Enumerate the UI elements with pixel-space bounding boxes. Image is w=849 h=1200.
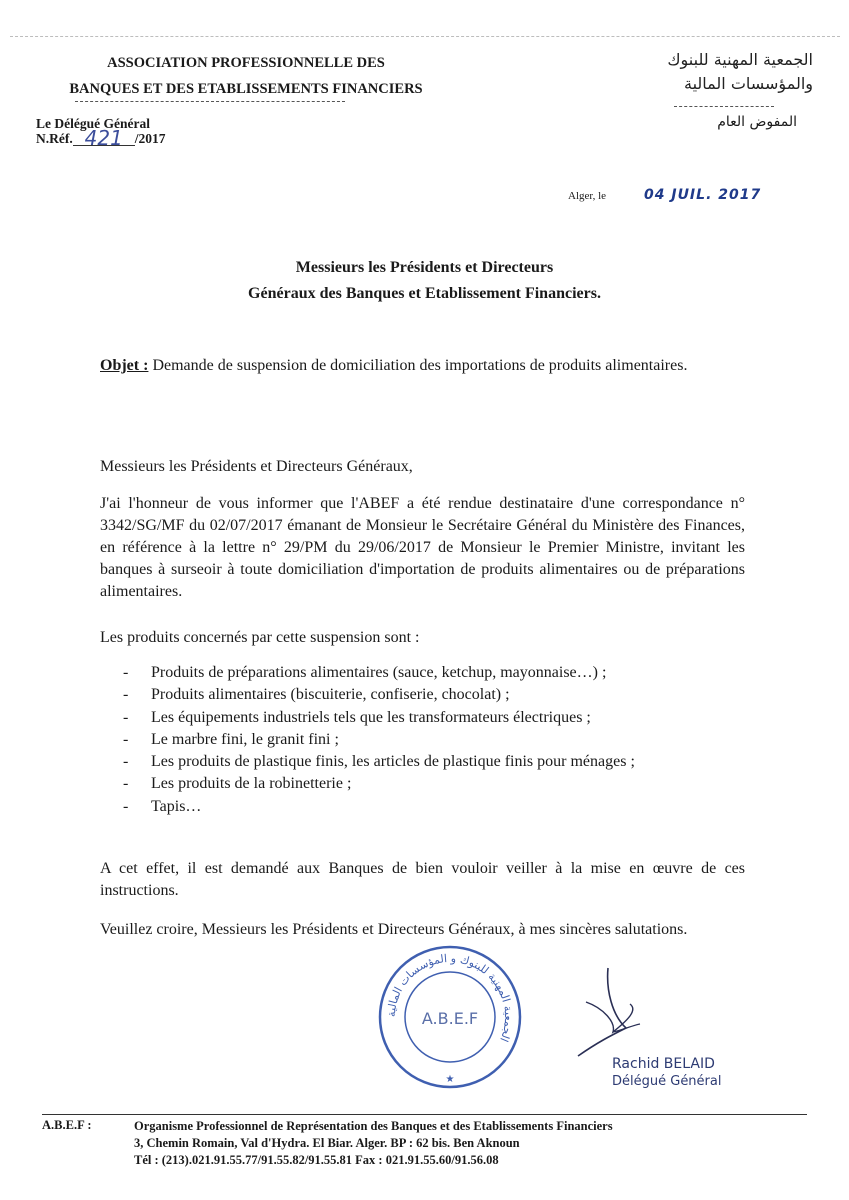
signatory-name: Rachid BELAID	[612, 1056, 715, 1072]
header-divider-ar	[674, 106, 774, 107]
list-intro: Les produits concernés par cette suspension sont :	[100, 629, 420, 646]
footer-line1: Organisme Professionnel de Représentation des Banques et des Etablissements Financiers	[134, 1119, 613, 1133]
salutation: Messieurs les Présidents et Directeurs Généraux,	[100, 458, 413, 475]
subject	[100, 355, 745, 377]
abef-stamp	[377, 944, 523, 1090]
signatory-title: Délégué Général	[612, 1074, 722, 1089]
sender-title: Le Délégué Général	[36, 116, 150, 131]
product-list	[123, 662, 743, 818]
addressee	[100, 255, 749, 307]
date-stamp: 04 JUIL. 2017	[644, 187, 762, 203]
organization-name-fr	[36, 50, 456, 102]
handwritten-signature	[568, 960, 748, 1060]
list-item: - Les produits de la robinetterie ;	[123, 773, 743, 795]
ref-number-handwritten: 421	[73, 131, 135, 146]
organization-name-ar	[553, 48, 813, 96]
reference-line	[36, 126, 166, 150]
scan-top-rule	[10, 36, 840, 37]
org-fr-line2: BANQUES ET DES ETABLISSEMENTS FINANCIERS	[69, 81, 423, 97]
list-item: - Produits de préparations alimentaires (sauce, ketchup, mayonnaise…) ;	[123, 662, 743, 684]
org-ar-line2: والمؤسسات المالية	[684, 74, 813, 93]
list-item: - Produits alimentaires (biscuiterie, confiserie, chocolat) ;	[123, 684, 743, 706]
list-item: - Les produits de plastique finis, les articles de plastique finis pour ménages ;	[123, 751, 743, 773]
org-fr-line1: ASSOCIATION PROFESSIONNELLE DES	[107, 55, 385, 71]
closing: Veuillez croire, Messieurs les Présidents et Directeurs Généraux, à mes sincères salutations.	[100, 921, 688, 938]
addressee-line2: Généraux des Banques et Etablissement Financiers.	[248, 285, 601, 302]
footer-label: A.B.E.F :	[42, 1118, 92, 1132]
stamp-star-icon: ★	[445, 1074, 455, 1085]
stamp-center-text: A.B.E.F	[421, 1009, 479, 1028]
sender-title-ar: المفوض العام	[717, 114, 797, 130]
org-ar-line1: الجمعية المهنية للبنوك	[667, 50, 813, 69]
subject-text: Demande de suspension de domiciliation des importations de produits alimentaires.	[152, 357, 688, 374]
footer-address: 3, Chemin Romain, Val d'Hydra. El Biar. Alger. BP : 62 bis. Ben Aknoun	[134, 1136, 520, 1150]
list-item: - Les équipements industriels tels que les transformateurs électriques ;	[123, 707, 743, 729]
stamp-ring-text: الجمعية المهنية للبنوك و المؤسسات المالية	[384, 951, 516, 1044]
footer-info	[134, 1118, 814, 1169]
list-item: - Tapis…	[123, 796, 743, 818]
ref-prefix: N.Réf.	[36, 131, 73, 146]
footer-rule	[42, 1114, 807, 1115]
addressee-line1: Messieurs les Présidents et Directeurs	[295, 259, 554, 276]
list-item: - Le marbre fini, le granit fini ;	[123, 729, 743, 751]
subject-label: Objet :	[100, 357, 149, 374]
ref-year: /2017	[134, 131, 166, 146]
paragraph-main: J'ai l'honneur de vous informer que l'ABEF a été rendue destinataire d'une correspondance n° 3342/SG/MF du 02/07/2017 émanant de Monsieur le Secrétaire Général du Ministère des Finances, en référence à la lettre n° 29/PM du 29/06/2017 de Monsieur le Premier Ministre, invitant les banques à surseoir à toute domiciliation d'importation de produits alimentaires ou de préparations alimentaires.	[100, 495, 745, 600]
header-divider-fr	[75, 101, 345, 102]
date-place: Alger, le	[568, 190, 607, 202]
footer-contact: Tél : (213).021.91.55.77/91.55.82/91.55.81 Fax : 021.91.55.60/91.56.08	[134, 1153, 499, 1167]
paragraph-instructions: A cet effet, il est demandé aux Banques de bien vouloir veiller à la mise en œuvre de ces instructions.	[100, 860, 745, 899]
